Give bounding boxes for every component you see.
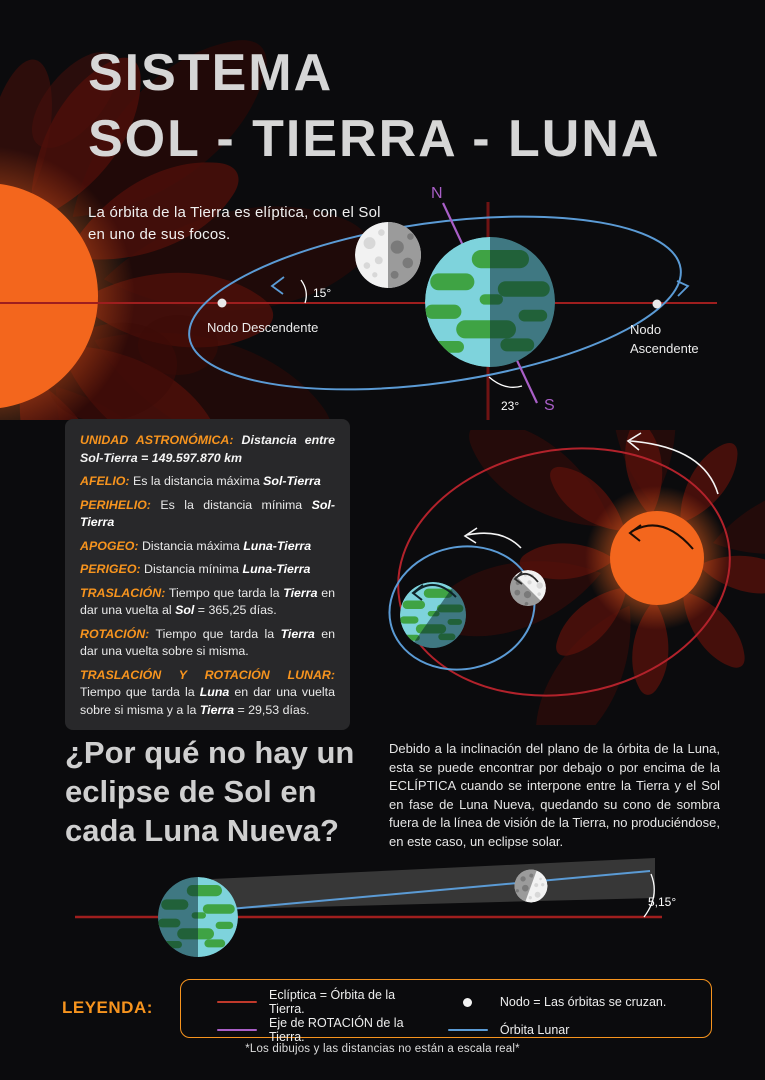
definition-keyword: Tierra [283,585,318,600]
definition-text: Es la distancia mínima [150,497,312,512]
orbit-angle-label: 15° [313,286,332,300]
node-dot-swatch-icon [448,998,488,1007]
descending-node-dot [218,299,227,308]
legend-title: LEYENDA: [62,998,153,1017]
sun-2 [585,486,729,630]
legend-item-node [426,988,697,1016]
question-line3: cada Luna Nueva? [65,813,339,848]
definition-afelio [80,473,335,491]
definition-text: en dar una vuelta sobre si misma y a la [80,685,335,717]
title-line2: SOL - TIERRA - LUNA [88,110,661,168]
definition-keyword: Sol-Tierra [80,497,335,529]
shadow-cone [212,858,655,909]
definition-term: APOGEO: [80,538,139,553]
definition-unidad-astronomica [80,432,335,467]
north-label: N [431,185,443,202]
definition-text: en dar una vuelta al [80,585,335,617]
eclipse-explanation-text: Debido a la inclinación del plano de la órbita de la Luna, esta se puede encontrar por debajo o por encima de la ECLÍPTICA cuando se interpone entre la Tierra y el Sol en fase de Luna Nueva, quedando su cono de sombra fuera de la línea de visión de la Tierra, no produciéndose, en este caso, un eclipse solar. [389,741,720,849]
definition-rotacion [80,626,335,661]
earth-3 [158,877,238,957]
definition-text: = 365,25 días. [194,603,277,617]
ascending-node-dot [653,300,662,309]
page-title [88,40,728,172]
definition-term: AFELIO: [80,474,130,488]
definition-term: TRASLACIÓN: [80,585,166,600]
definition-keyword: Sol-Tierra [263,474,321,488]
legend-item-label: Eje de ROTACIÓN de la Tierra. [269,1016,404,1044]
definition-term: ROTACIÓN: [80,626,150,641]
definition-text: Tiempo que tarda la [80,685,200,699]
definition-keyword: Luna [199,685,230,699]
definition-keyword: Tierra [199,702,235,717]
definition-text: Distancia mínima [140,562,243,576]
definition-apogeo [80,538,335,556]
definition-text: Tiempo que tarda la [165,585,284,600]
south-label: S [544,397,555,414]
definition-keyword: Luna-Tierra [242,562,311,576]
title-line1: SISTEMA [88,44,334,102]
legend-box [180,979,712,1044]
legend-item-label: Eclíptica = Órbita de la Tierra. [269,988,396,1016]
intro-text [88,202,388,246]
ascending-node-label-line1: Nodo [630,322,662,337]
legend-item-label: Nodo = Las órbitas se cruzan. [499,995,667,1009]
question-line2: eclipse de Sol en [65,774,317,809]
inclination-angle-label: 5,15° [648,895,677,909]
legend-item-ecliptic [195,988,426,1016]
intro-line1: La órbita de la Tierra es elíptica, con el Sol [88,204,381,221]
axis-tilt-arc [489,377,522,387]
legend-item-lunar-orbit [426,1016,697,1044]
definition-text: Distancia entre Sol-Tierra = 149.597.870 km [80,433,336,465]
ecliptic-line-swatch-icon [217,1001,257,1003]
definition-perihelio [80,497,335,532]
definition-text: en dar una vuelta sobre si misma. [80,626,335,658]
definition-keyword: Tierra [280,626,315,641]
earth-moon-revolution-diagram [380,430,765,725]
lunar-orbit-swatch-icon [448,1029,488,1031]
definition-term: TRASLACIÓN Y ROTACIÓN LUNAR: [80,667,335,682]
definition-text: = 29,53 días. [234,702,310,717]
descending-node-label: Nodo Descendente [207,320,319,335]
definition-perigeo [80,561,335,579]
definition-traslacion-rotacion-lunar [80,667,335,720]
rotation-axis-swatch-icon [217,1029,257,1031]
axis-angle-label: 23° [501,399,520,413]
definition-keyword: Luna-Tierra [243,538,312,553]
definition-text: Tiempo que tarda la [149,626,281,641]
moon-revolution-arrowhead [465,528,477,543]
earth [425,237,555,367]
definition-keyword: Sol [175,603,195,617]
definition-traslacion [80,585,335,620]
definition-text: Distancia máxima [138,538,244,553]
definition-text: Es la distancia máxima [129,474,264,488]
eclipse-question-heading [65,733,395,850]
legend-item-rotation-axis [195,1016,426,1044]
intro-line2: en uno de sus focos. [88,226,231,243]
eclipse-shadow-diagram [0,855,765,970]
legend-item-label: Órbita Lunar [499,1023,570,1037]
question-line1: ¿Por qué no hay un [65,735,355,770]
definition-term: PERIHELIO: [80,497,151,512]
scale-disclaimer: *Los dibujos y las distancias no están a escala real* [245,1043,520,1055]
astronomy-definitions-box [65,419,350,730]
definition-term: UNIDAD ASTRONÓMICA: [80,433,234,447]
ascending-node-label-line2: Ascendente [630,341,699,356]
definition-term: PERIGEO: [80,562,141,576]
